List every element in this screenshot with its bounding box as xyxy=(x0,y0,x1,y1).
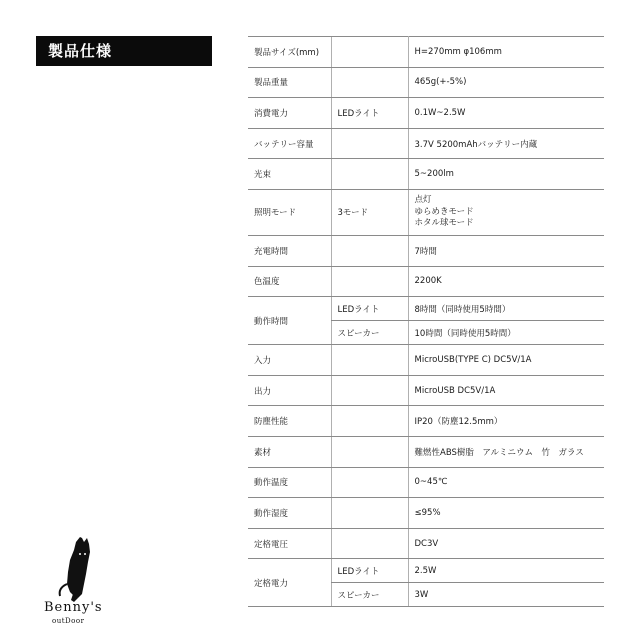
row-value: 5~200lm xyxy=(408,159,604,190)
row-sub xyxy=(331,436,408,467)
row-sub xyxy=(331,37,408,68)
row-value: DC3V xyxy=(408,528,604,559)
table-row xyxy=(248,528,604,559)
row-sub xyxy=(331,159,408,190)
brand-sub: outDoor xyxy=(52,617,85,625)
table-row xyxy=(248,345,604,376)
row-label: 照明モード xyxy=(248,189,331,235)
row-value: 3W xyxy=(408,583,604,607)
row-label: 動作時間 xyxy=(248,297,331,345)
row-sub xyxy=(331,375,408,406)
mode-item: 点灯 xyxy=(414,195,432,206)
row-sub: LEDライト xyxy=(331,297,408,321)
table-row xyxy=(248,235,604,266)
table-row xyxy=(248,297,604,321)
mode-item: ホタル球モード xyxy=(414,218,474,229)
table-row xyxy=(248,37,604,68)
row-sub xyxy=(331,128,408,159)
row-value: 0~45℃ xyxy=(408,467,604,498)
row-value: ≤95% xyxy=(408,498,604,529)
row-value xyxy=(408,189,604,235)
row-sub xyxy=(331,498,408,529)
row-value: MicroUSB(TYPE C) DC5V/1A xyxy=(408,345,604,376)
row-label: 素材 xyxy=(248,436,331,467)
row-label: 防塵性能 xyxy=(248,406,331,437)
table-row xyxy=(248,67,604,98)
table-row xyxy=(248,159,604,190)
row-value: IP20（防塵12.5mm） xyxy=(408,406,604,437)
mode-item: ゆらめきモード xyxy=(414,206,474,217)
row-label: 色温度 xyxy=(248,266,331,297)
table-row xyxy=(248,375,604,406)
row-sub: スピーカー xyxy=(331,583,408,607)
row-sub xyxy=(331,235,408,266)
table-row xyxy=(248,498,604,529)
row-value: 2.5W xyxy=(408,559,604,583)
row-sub xyxy=(331,67,408,98)
row-value: 8時間（同時使用5時間） xyxy=(408,297,604,321)
row-value: H=270mm φ106mm xyxy=(408,37,604,68)
row-sub: LEDライト xyxy=(331,559,408,583)
table-row xyxy=(248,467,604,498)
row-label: 充電時間 xyxy=(248,235,331,266)
row-label: 出力 xyxy=(248,375,331,406)
row-sub: 3モード xyxy=(331,189,408,235)
table-row xyxy=(248,266,604,297)
row-label: 入力 xyxy=(248,345,331,376)
row-label: 動作湿度 xyxy=(248,498,331,529)
table-row xyxy=(248,189,604,235)
row-label: バッテリー容量 xyxy=(248,128,331,159)
row-label: 動作温度 xyxy=(248,467,331,498)
row-sub: LEDライト xyxy=(331,98,408,129)
row-sub xyxy=(331,467,408,498)
row-value: 3.7V 5200mAhバッテリー内蔵 xyxy=(408,128,604,159)
row-label: 定格電圧 xyxy=(248,528,331,559)
row-label: 製品サイズ(mm) xyxy=(248,37,331,68)
table-row xyxy=(248,128,604,159)
table-row xyxy=(248,559,604,583)
row-value: 2200K xyxy=(408,266,604,297)
spec-table xyxy=(248,36,604,607)
table-row xyxy=(248,436,604,467)
row-label: 製品重量 xyxy=(248,67,331,98)
row-sub xyxy=(331,406,408,437)
row-label: 消費電力 xyxy=(248,98,331,129)
row-value: 10時間（同時使用5時間） xyxy=(408,321,604,345)
row-sub xyxy=(331,528,408,559)
row-value: 7時間 xyxy=(408,235,604,266)
row-label: 定格電力 xyxy=(248,559,331,607)
row-sub xyxy=(331,345,408,376)
row-label: 光束 xyxy=(248,159,331,190)
row-sub: スピーカー xyxy=(331,321,408,345)
table-row xyxy=(248,406,604,437)
brand-name: Benny's xyxy=(44,600,103,615)
table-row xyxy=(248,98,604,129)
row-value: 難燃性ABS樹脂 アルミニウム 竹 ガラス xyxy=(408,436,604,467)
row-sub xyxy=(331,266,408,297)
page-title: 製品仕様 xyxy=(36,36,212,66)
row-value: 0.1W~2.5W xyxy=(408,98,604,129)
row-value: MicroUSB DC5V/1A xyxy=(408,375,604,406)
row-value: 465g(+-5%) xyxy=(408,67,604,98)
